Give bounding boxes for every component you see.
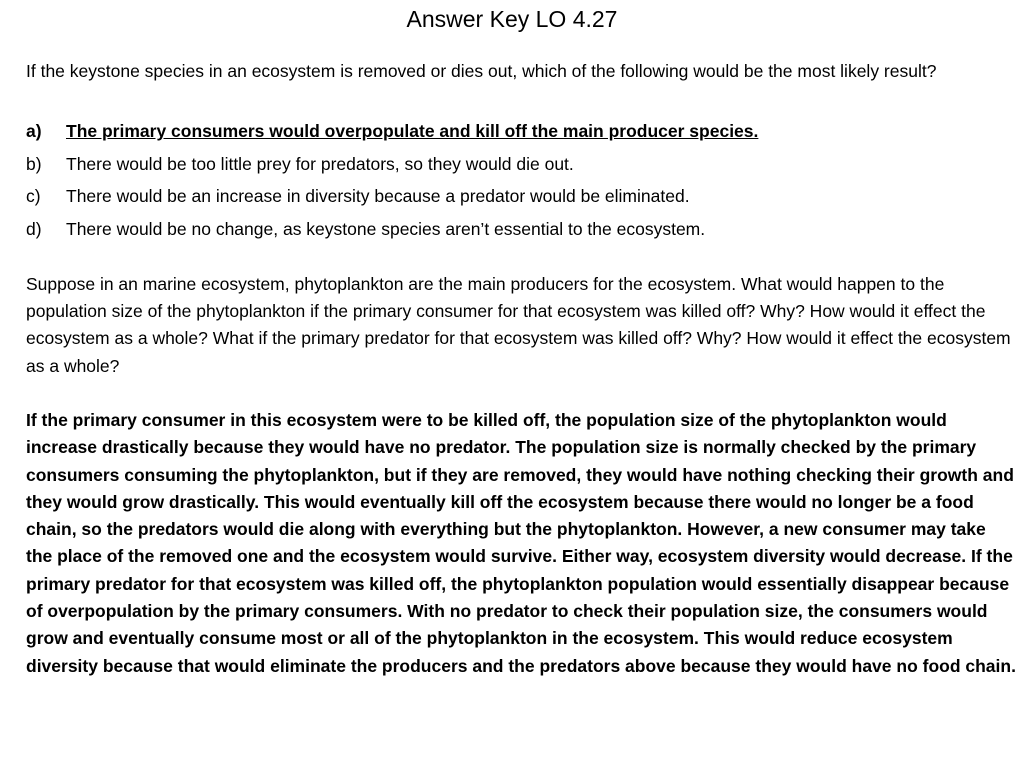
question-text: If the keystone species in an ecosystem is removed or dies out, which of the following would be the most likely result? — [26, 61, 937, 81]
option-a — [26, 118, 1006, 151]
option-text: The primary consumers would overpopulate and kill off the main producer species. — [66, 121, 759, 141]
option-c — [26, 183, 1006, 216]
option-letter: a) — [26, 121, 42, 141]
option-b — [26, 151, 1006, 184]
option-letter: c) — [26, 186, 41, 206]
option-text: There would be no change, as keystone species aren’t essential to the ecosystem. — [66, 218, 706, 239]
option-d — [26, 216, 1006, 249]
essay-prompt: Suppose in an marine ecosystem, phytoplankton are the main producers for the ecosystem. What would happen to the population size of the phytoplankton if the primary consumer for that ecosystem was killed off? Why? How would it effect the ecosystem as a whole? What if the primary predator for that ecosystem was killed off? Why? How would it effect the ecosystem as a whole? — [26, 274, 1011, 376]
option-text: There would be an increase in diversity because a predator would be eliminated. — [66, 186, 690, 206]
option-letter: d) — [26, 218, 42, 239]
page-title: Answer Key LO 4.27 — [406, 6, 618, 32]
option-letter: b) — [26, 153, 42, 174]
essay-answer: If the primary consumer in this ecosystem were to be killed off, the population size of the phytoplankton would increase drastically because they would have no predator. The population size is normally checked by the primary consumers consuming the phytoplankton, but if they are removed, they would have nothing checking their growth and they would grow drastically. This would eventually kill off the ecosystem because there would no longer be a food chain, so the predators would die along with everything but the phytoplankton. However, a new consumer may take the place of the removed one and the ecosystem would survive. Either way, ecosystem diversity would decrease. If the primary predator for that ecosystem was killed off, the phytoplankton population would essentially disappear because of overpopulation by the primary consumers. With no predator to check their population size, the consumers would grow and eventually consume most or all of the phytoplankton in the ecosystem. This would reduce ecosystem diversity because that would eliminate the producers and the predators above because they would have no food chain. — [26, 410, 1016, 676]
option-text: There would be too little prey for predators, so they would die out. — [66, 153, 574, 174]
answer-options — [26, 118, 1006, 248]
